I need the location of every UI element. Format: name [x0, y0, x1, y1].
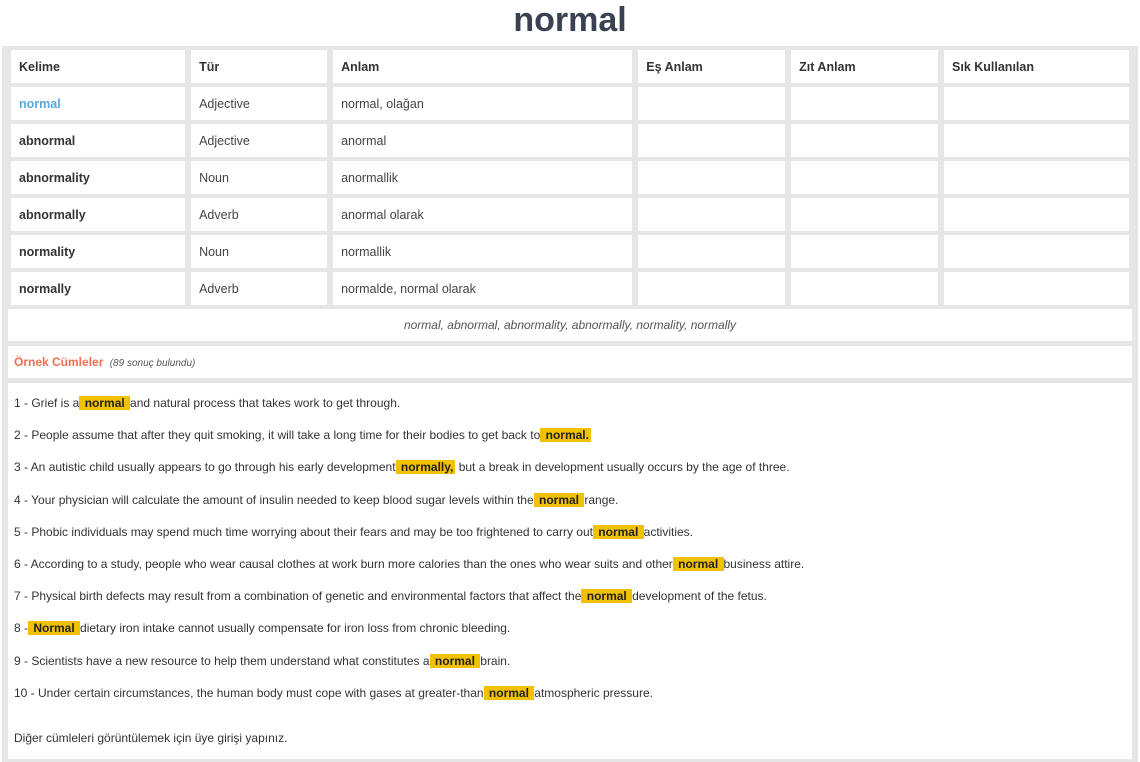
common-cell	[944, 198, 1129, 231]
word-link-abnormal[interactable]: abnormal	[11, 124, 185, 157]
header-anlam: Anlam	[333, 50, 632, 83]
sentence-text: 9 - Scientists have a new resource to help them understand what constitutes a	[14, 653, 430, 668]
sentence-text: 4 - Your physician will calculate the amount of insulin needed to keep blood sugar levels within the	[14, 492, 534, 507]
word-meaning: anormal olarak	[333, 198, 632, 231]
word-meaning: normallik	[333, 235, 632, 268]
highlighted-word: normally,	[397, 460, 454, 475]
common-cell	[944, 272, 1129, 305]
word-meaning: anormallik	[333, 161, 632, 194]
example-sentences	[8, 383, 1132, 759]
page-title: normal	[513, 1, 627, 39]
example-sentence	[14, 612, 1126, 644]
sentence-text: 6 - According to a study, people who wear causal clothes at work burn more calories than the ones who wear suits and other	[14, 556, 673, 571]
word-meaning: normal, olağan	[333, 87, 632, 120]
example-sentence	[14, 516, 1126, 548]
word-meaning: anormal	[333, 124, 632, 157]
word-type: Adjective	[191, 124, 327, 157]
sentence-text: 2 - People assume that after they quit smoking, it will take a long time for their bodies to get back to	[14, 428, 541, 443]
table-row	[11, 235, 1129, 268]
antonym-cell	[791, 272, 938, 305]
table-row	[11, 87, 1129, 120]
antonym-cell	[791, 161, 938, 194]
examples-heading-label: Örnek Cümleler	[14, 355, 104, 369]
login-prompt[interactable]: Diğer cümleleri görüntülemek için üye girişi yapınız.	[14, 730, 288, 745]
synonym-cell	[638, 124, 785, 157]
highlighted-word: normal	[535, 492, 583, 507]
table-row	[11, 161, 1129, 194]
word-table	[5, 46, 1135, 309]
highlighted-word: normal	[431, 653, 479, 668]
examples-count: (89 sonuç bulundu)	[109, 358, 196, 369]
examples-heading	[8, 346, 1132, 378]
table-row	[11, 272, 1129, 305]
word-meaning: normalde, normal olarak	[333, 272, 632, 305]
example-sentence	[14, 484, 1126, 516]
highlighted-word: normal.	[542, 428, 589, 443]
word-type: Adverb	[191, 198, 327, 231]
word-link-abnormally[interactable]: abnormally	[11, 198, 185, 231]
sentence-text: 7 - Physical birth defects may result from a combination of genetic and environmental factors that affect the	[14, 589, 582, 604]
example-sentence	[14, 580, 1126, 612]
synonym-cell	[638, 87, 785, 120]
sentence-text: 8 -	[14, 621, 29, 636]
word-type: Adjective	[191, 87, 327, 120]
highlighted-word: normal	[81, 396, 129, 410]
example-sentence	[14, 677, 1126, 709]
example-sentence	[14, 548, 1126, 580]
header-zit-anlam: Zıt Anlam	[791, 50, 938, 83]
example-sentence	[14, 451, 1126, 483]
example-sentence	[14, 419, 1126, 451]
example-sentence	[14, 387, 1126, 419]
common-cell	[944, 235, 1129, 268]
common-cell	[944, 161, 1129, 194]
table-row	[11, 124, 1129, 157]
synonym-cell	[638, 235, 785, 268]
sentence-text: but a break in development usually occurs by the age of three.	[455, 460, 790, 475]
sentence-text: range.	[584, 492, 619, 507]
header-tur: Tür	[191, 50, 327, 83]
antonym-cell	[791, 124, 938, 157]
header-es-anlam: Eş Anlam	[638, 50, 785, 83]
sentence-text: 3 - An autistic child usually appears to go through his early development	[14, 460, 396, 475]
word-link-normally[interactable]: normally	[11, 272, 185, 305]
highlighted-word: normal	[485, 685, 533, 700]
word-type: Noun	[191, 235, 327, 268]
example-sentence	[14, 645, 1126, 677]
sentence-text: atmospheric pressure.	[534, 685, 653, 700]
antonym-cell	[791, 198, 938, 231]
content-frame	[2, 46, 1138, 762]
sentence-text: 5 - Phobic individuals may spend much time worrying about their fears and may be too frightened to carry out	[14, 524, 593, 539]
sentence-text: and natural process that takes work to get through.	[130, 396, 401, 410]
synonym-cell	[638, 272, 785, 305]
highlighted-word: normal	[594, 524, 642, 539]
sentence-text: business attire.	[723, 556, 805, 571]
word-family-list: normal, abnormal, abnormality, abnormally, normality, normally	[8, 309, 1132, 341]
sentence-text: 1 - Grief is a	[14, 396, 80, 410]
antonym-cell	[791, 87, 938, 120]
sentence-text: 10 - Under certain circumstances, the human body must cope with gases at greater-than	[14, 685, 484, 700]
highlighted-word: normal	[674, 556, 722, 571]
word-link-abnormality[interactable]: abnormality	[11, 161, 185, 194]
common-cell	[944, 124, 1129, 157]
table-header-row	[11, 50, 1129, 83]
common-cell	[944, 87, 1129, 120]
highlighted-word: Normal	[30, 621, 79, 636]
sentence-text: development of the fetus.	[632, 589, 767, 604]
word-link-normal[interactable]: normal	[11, 87, 185, 120]
word-link-normality[interactable]: normality	[11, 235, 185, 268]
sentence-text: dietary iron intake cannot usually compensate for iron loss from chronic bleeding.	[80, 621, 511, 636]
header-kelime: Kelime	[11, 50, 185, 83]
sentence-text: brain.	[480, 653, 511, 668]
sentence-text: activities.	[643, 524, 694, 539]
word-type: Adverb	[191, 272, 327, 305]
synonym-cell	[638, 198, 785, 231]
antonym-cell	[791, 235, 938, 268]
header-sik-kullanilan: Sık Kullanılan	[944, 50, 1129, 83]
highlighted-word: normal	[583, 589, 631, 604]
table-row	[11, 198, 1129, 231]
synonym-cell	[638, 161, 785, 194]
word-type: Noun	[191, 161, 327, 194]
